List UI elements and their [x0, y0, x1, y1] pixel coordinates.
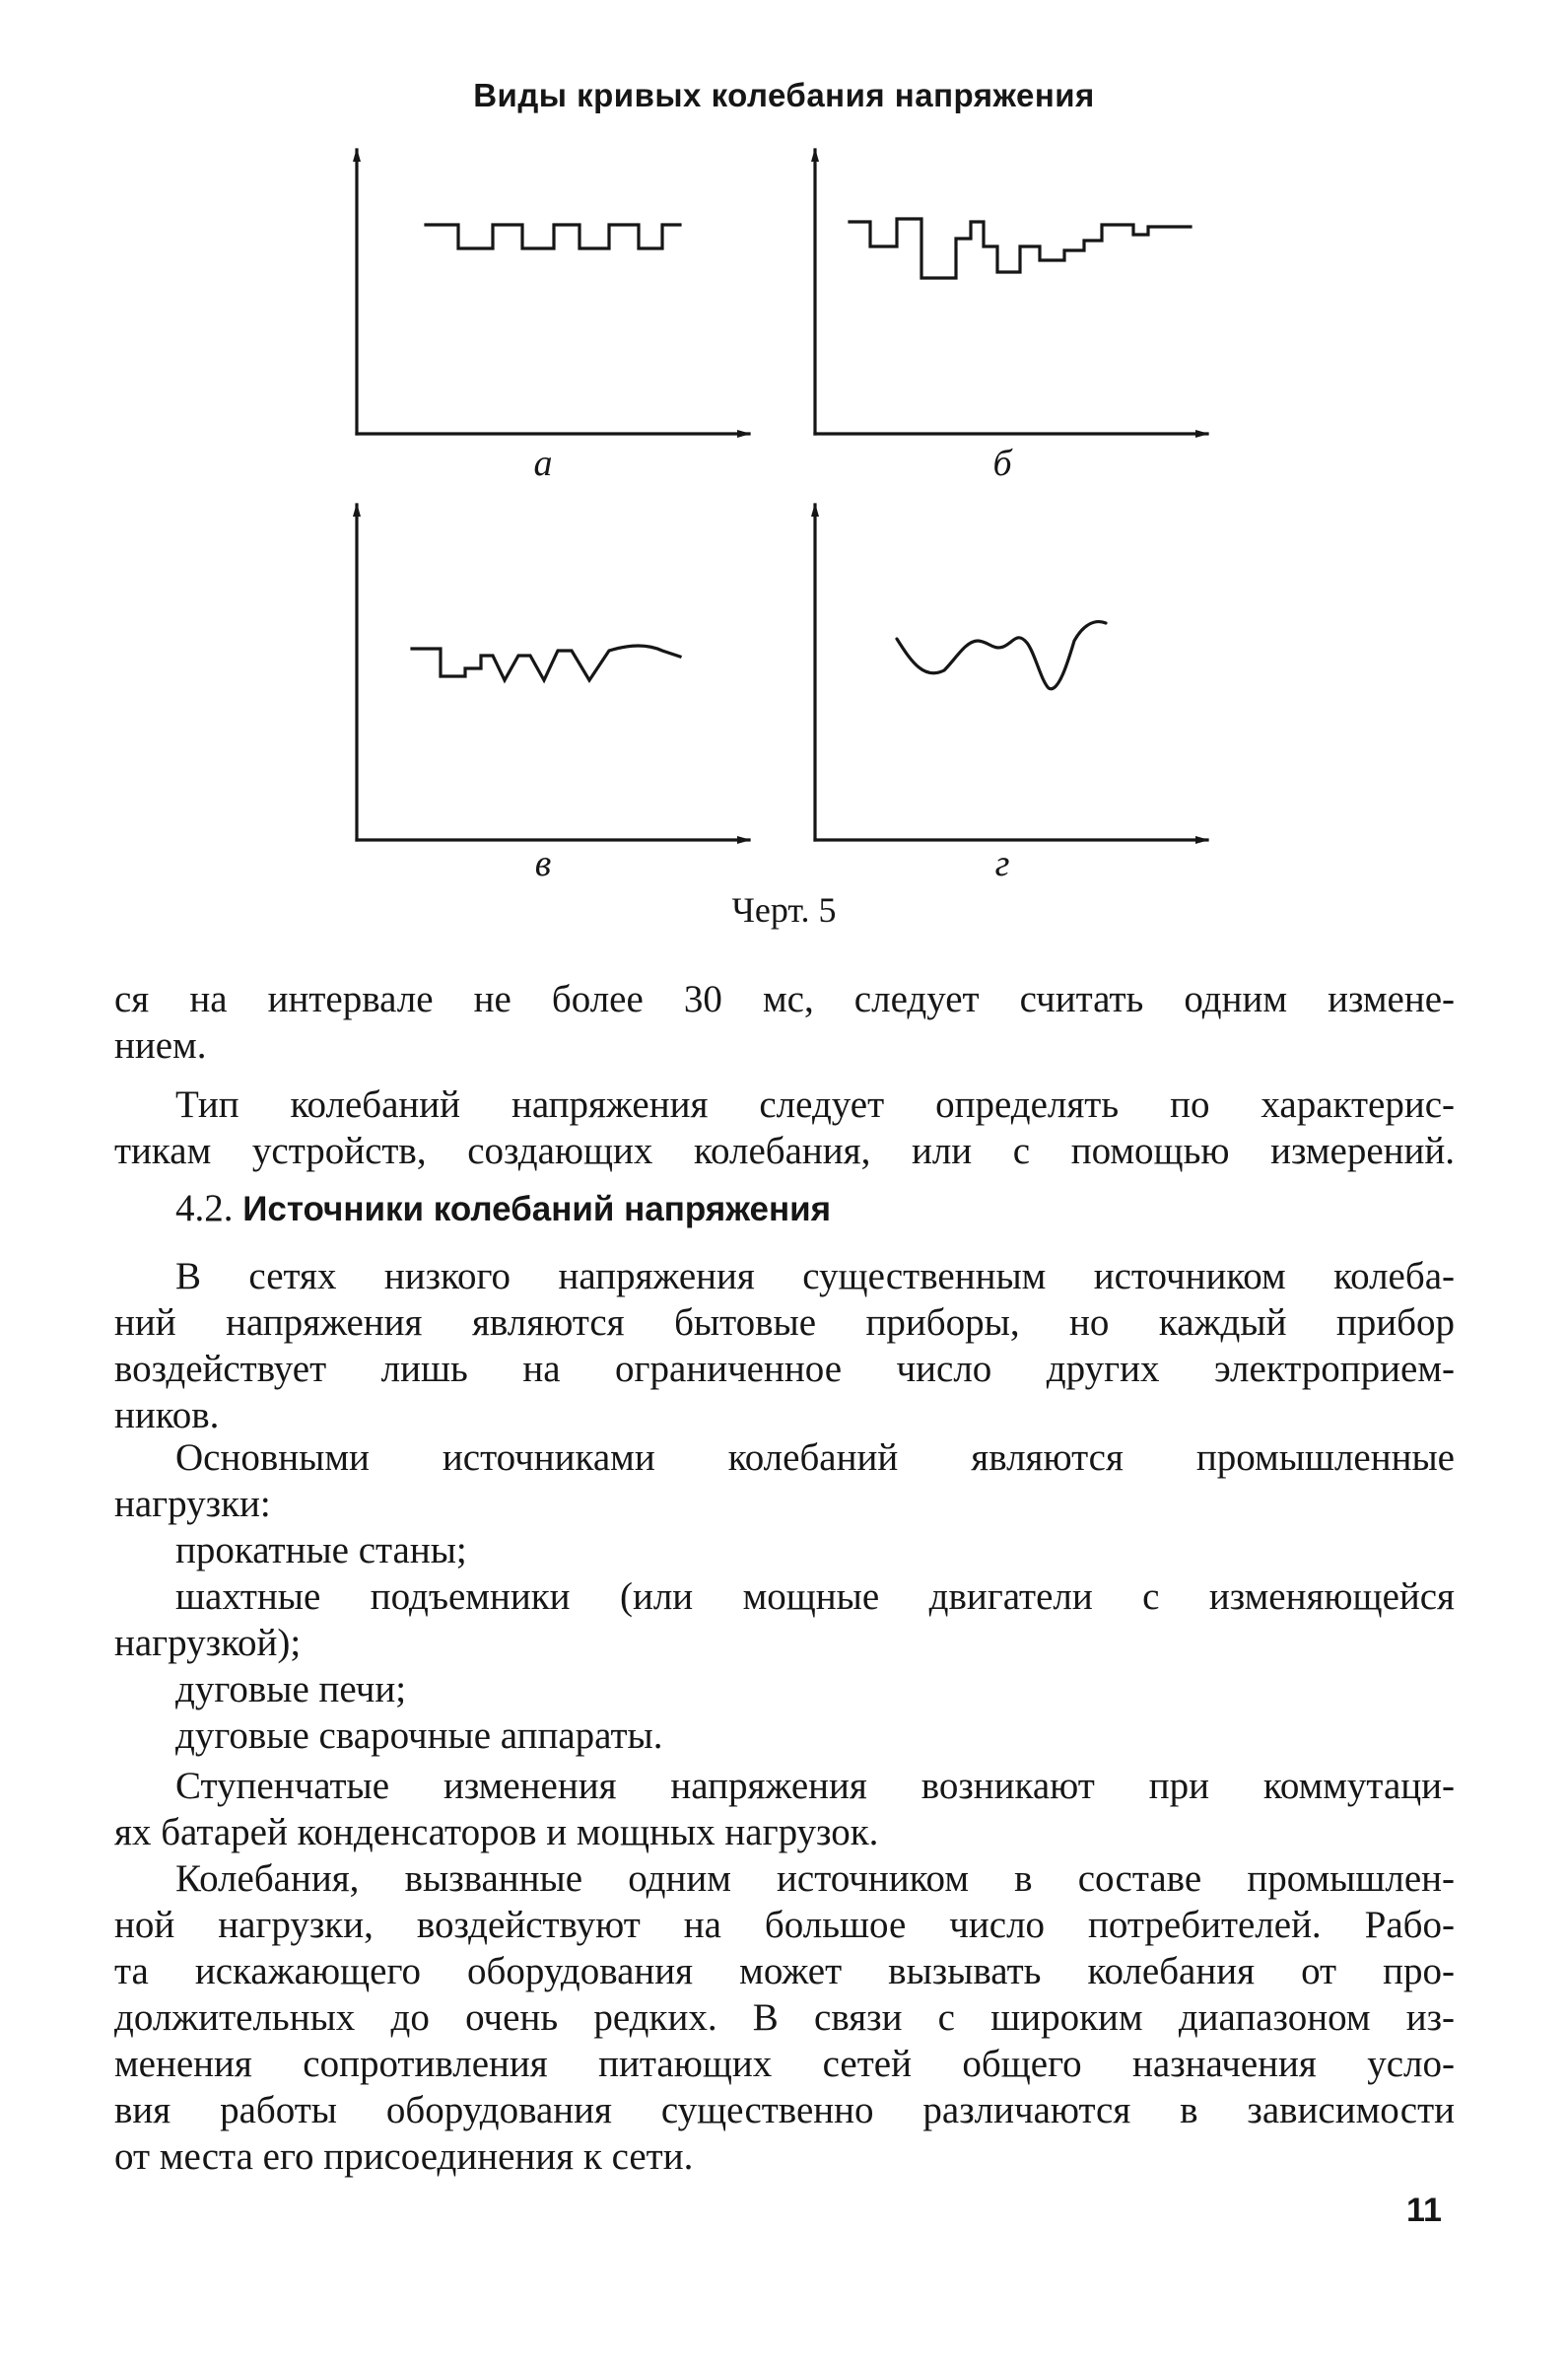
figure-title: Виды кривых колебания напряжения [473, 77, 1095, 113]
list-item: шахтные подъемники (или мощные двигатели с изменяющейся [175, 1575, 1455, 1618]
text-line: Ступенчатые изменения напряжения возникают при коммутаци- [175, 1765, 1455, 1807]
panel-v-label: в [534, 843, 552, 884]
text-line: та искажающего оборудования может вызывать колебания от про- [114, 1950, 1455, 1992]
figure-caption: Черт. 5 [731, 890, 837, 930]
section-number: 4.2. [175, 1187, 234, 1229]
panel-a-curve [426, 225, 680, 248]
text-line: вия работы оборудования существенно различаются в зависимости [114, 2089, 1455, 2131]
panel-g [815, 505, 1207, 840]
text-line: ях батарей конденсаторов и мощных нагрузок. [114, 1811, 879, 1853]
panel-b-curve [850, 219, 1191, 278]
page-number: 11 [1406, 2192, 1442, 2229]
list-item: дуговые печи; [175, 1668, 407, 1710]
section-title: Источники колебаний напряжения [242, 1190, 832, 1228]
paragraph-type [114, 1081, 1455, 1174]
text-line: В сетях низкого напряжения существенным источником колеба- [175, 1255, 1455, 1297]
panel-v-curve [412, 646, 680, 680]
text-line: нагрузки: [114, 1483, 271, 1525]
text-line: воздействует лишь на ограниченное число других электроприем- [114, 1348, 1455, 1390]
panel-a [357, 150, 749, 434]
list-item: прокатные станы; [175, 1529, 467, 1571]
text-line: должительных до очень редких. В связи с широким диапазоном из- [114, 1996, 1455, 2039]
text-line: от места его присоединения к сети. [114, 2135, 694, 2178]
voltage-fluctuation-figure [0, 0, 1568, 986]
panel-v [357, 505, 749, 840]
paragraph-step-changes [114, 1763, 1455, 1855]
text-line: нием. [114, 1024, 207, 1067]
panel-g-curve [897, 622, 1106, 689]
text-line: ной нагрузки, воздействуют на большое число потребителей. Рабо- [114, 1904, 1455, 1946]
paragraph-industrial-load [114, 1855, 1455, 2180]
panel-b-label: б [992, 443, 1012, 484]
text-line: Колебания, вызванные одним источником в составе промышлен- [175, 1857, 1455, 1900]
panel-b [815, 150, 1207, 434]
list-item-continuation: нагрузкой); [114, 1622, 302, 1664]
text-line: Тип колебаний напряжения следует определять по характерис- [175, 1083, 1455, 1126]
text-line: менения сопротивления питающих сетей общего назначения усло- [114, 2043, 1455, 2085]
panel-g-label: г [994, 843, 1010, 884]
list-item: дуговые сварочные аппараты. [175, 1714, 663, 1757]
text-line: Основными источниками колебаний являются промышленные [175, 1436, 1455, 1479]
text-line: тикам устройств, создающих колебания, или с помощью измерений. [114, 1130, 1455, 1172]
section-heading [175, 1186, 831, 1230]
text-line: ников. [114, 1394, 220, 1436]
paragraph-low-voltage [114, 1253, 1455, 1438]
paragraph-continuation [114, 976, 1455, 1069]
paragraph-main-sources [114, 1434, 1455, 1527]
sources-list [114, 1527, 1455, 1759]
text-line: ся на интервале не более 30 мс, следует считать одним измене- [114, 978, 1455, 1020]
text-line: ний напряжения являются бытовые приборы, но каждый прибор [114, 1301, 1455, 1344]
panel-a-label: а [533, 443, 553, 484]
